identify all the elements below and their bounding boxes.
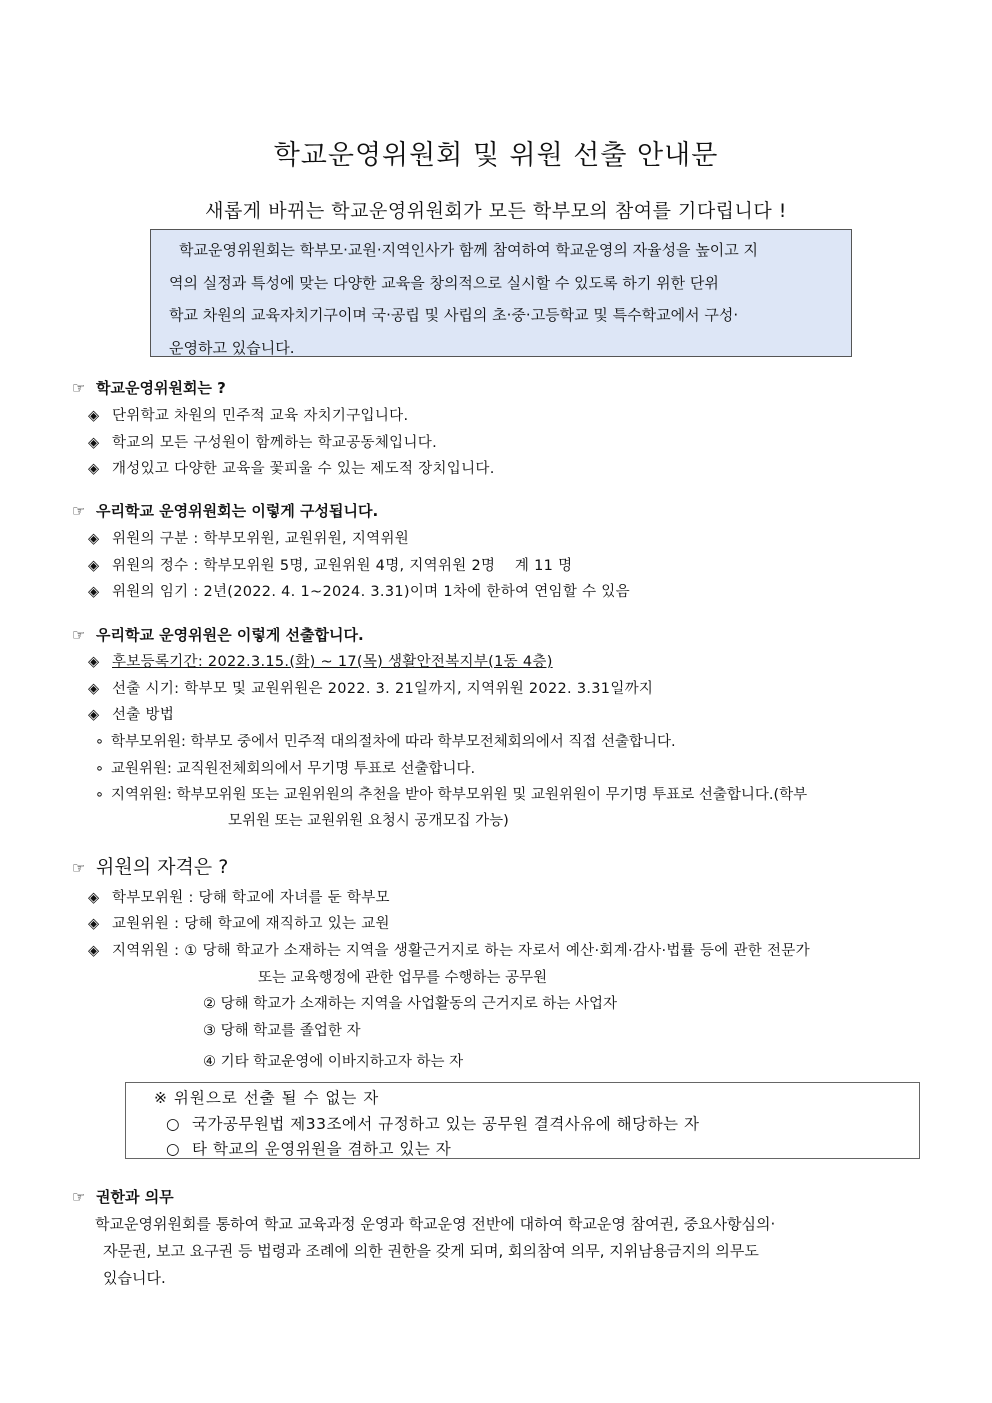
small-circle-bullet-icon: ∘ — [95, 734, 105, 750]
circle-bullet-icon: ○ — [166, 1115, 181, 1133]
intro-line-1: 학교운영위원회는 학부모·교원·지역인사가 함께 참여하여 학교운영의 자율성을 높이고 지 — [179, 241, 759, 259]
small-circle-bullet-icon: ∘ — [95, 761, 105, 777]
pointing-hand-icon: ☞ — [72, 859, 86, 877]
section-heading-election: ☞ 우리학교 운영위원은 이렇게 선출합니다. — [72, 626, 364, 644]
diamond-bullet-icon: ◈ — [88, 584, 100, 600]
list-item: ◈ 학교의 모든 구성원이 함께하는 학교공동체입니다. — [88, 435, 437, 451]
list-item: ◈ 위원의 정수 : 학부모위원 5명, 교원위원 4명, 지역위원 2명 계 11 명 — [88, 558, 573, 574]
method-item: ∘ 지역위원: 학부모위원 또는 교원위원의 추천을 받아 학부모위원 및 교원위원이 무기명 투표로 선출합니다.(학부 — [95, 787, 808, 803]
diamond-bullet-icon: ◈ — [88, 531, 100, 547]
list-item: ◈ 위원의 구분 : 학부모위원, 교원위원, 지역위원 — [88, 531, 410, 547]
method-item: ∘ 교원위원: 교직원전체회의에서 무기명 투표로 선출합니다. — [95, 761, 476, 777]
registration-period-item: ◈ 후보등록기간: 2022.3.15.(화) ~ 17(목) 생활안전복지부(1동 4층) — [88, 654, 553, 670]
rights-line-2: 자문권, 보고 요구권 등 법령과 조례에 의한 권한을 갖게 되며, 회의참여 의무, 지위남용금지의 의무도 — [103, 1242, 759, 1260]
method-item-continuation: 모위원 또는 교원위원 요청시 공개모집 가능) — [228, 813, 509, 829]
diamond-bullet-icon: ◈ — [88, 707, 100, 723]
qualification-sub-item: ③ 당해 학교를 졸업한 자 — [203, 1023, 361, 1039]
exclusion-item: ○ 국가공무원법 제33조에서 규정하고 있는 공무원 결격사유에 해당하는 자 — [166, 1115, 700, 1133]
pointing-hand-icon: ☞ — [72, 379, 86, 397]
section-heading-what-is: ☞ 학교운영위원회는 ? — [72, 379, 226, 397]
list-item: ◈ 단위학교 차원의 민주적 교육 자치기구입니다. — [88, 408, 409, 424]
qualification-sub-item: ② 당해 학교가 소재하는 지역을 사업활동의 근거지로 하는 사업자 — [203, 996, 618, 1012]
exclusion-box — [125, 1082, 920, 1159]
intro-line-3: 학교 차원의 교육자치기구이며 국·공립 및 사립의 초·중·고등학교 및 특수학교에서 구성· — [169, 306, 739, 324]
pointing-hand-icon: ☞ — [72, 1188, 86, 1206]
pointing-hand-icon: ☞ — [72, 626, 86, 644]
section-heading-rights: ☞ 권한과 의무 — [72, 1188, 174, 1206]
section-heading-qualification: ☞ 위원의 자격은 ? — [72, 856, 229, 878]
diamond-bullet-icon: ◈ — [88, 435, 100, 451]
diamond-bullet-icon: ◈ — [88, 890, 100, 906]
intro-box — [150, 229, 852, 357]
qualification-continuation: 또는 교육행정에 관한 업무를 수행하는 공무원 — [258, 970, 548, 986]
exclusion-item: ○ 타 학교의 운영위원을 겸하고 있는 자 — [166, 1140, 452, 1158]
intro-line-2: 역의 실정과 특성에 맞는 다양한 교육을 창의적으로 실시할 수 있도록 하기 위한 단위 — [169, 273, 719, 292]
list-item: ◈ 교원위원 : 당해 학교에 재직하고 있는 교원 — [88, 916, 390, 932]
page-subtitle: 새롭게 바뀌는 학교운영위원회가 모든 학부모의 참여를 기다립니다 ! — [205, 200, 787, 222]
list-item: ◈ 지역위원 : ① 당해 학교가 소재하는 지역을 생활근거지로 하는 자로서 예산·회계·감사·법률 등에 관한 전문가 — [88, 943, 810, 959]
pointing-hand-icon: ☞ — [72, 502, 86, 520]
diamond-bullet-icon: ◈ — [88, 681, 100, 697]
diamond-bullet-icon: ◈ — [88, 943, 100, 959]
diamond-bullet-icon: ◈ — [88, 916, 100, 932]
small-circle-bullet-icon: ∘ — [95, 787, 105, 803]
exclusion-heading: ※ 위원으로 선출 될 수 없는 자 — [154, 1089, 380, 1107]
diamond-bullet-icon: ◈ — [88, 461, 100, 477]
rights-paragraph — [95, 1211, 921, 1292]
circle-bullet-icon: ○ — [166, 1140, 181, 1158]
diamond-bullet-icon: ◈ — [88, 558, 100, 574]
list-item: ◈ 학부모위원 : 당해 학교에 자녀를 둔 학부모 — [88, 890, 390, 906]
rights-line-3: 있습니다. — [103, 1269, 166, 1287]
method-item: ∘ 학부모위원: 학부모 중에서 민주적 대의절차에 따라 학부모전체회의에서 직접 선출합니다. — [95, 734, 676, 750]
list-item: ◈ 위원의 임기 : 2년(2022. 4. 1~2024. 3.31)이며 1차에 한하여 연임할 수 있음 — [88, 584, 630, 600]
list-item: ◈ 선출 시기: 학부모 및 교원위원은 2022. 3. 21일까지, 지역위원 2022. 3.31일까지 — [88, 681, 654, 697]
list-item: ◈ 개성있고 다양한 교육을 꽃피울 수 있는 제도적 장치입니다. — [88, 461, 495, 477]
section-heading-composition: ☞ 우리학교 운영위원회는 이렇게 구성됩니다. — [72, 502, 379, 520]
diamond-bullet-icon: ◈ — [88, 408, 100, 424]
list-item: ◈ 선출 방법 — [88, 707, 175, 723]
page-title: 학교운영위원회 및 위원 선출 안내문 — [273, 140, 719, 171]
rights-line-1: 학교운영위원회를 통하여 학교 교육과정 운영과 학교운영 전반에 대하여 학교운영 참여권, 중요사항심의· — [95, 1215, 776, 1233]
intro-line-4: 운영하고 있습니다. — [169, 338, 295, 357]
diamond-bullet-icon: ◈ — [88, 654, 100, 670]
qualification-sub-item: ④ 기타 학교운영에 이바지하고자 하는 자 — [203, 1054, 464, 1070]
